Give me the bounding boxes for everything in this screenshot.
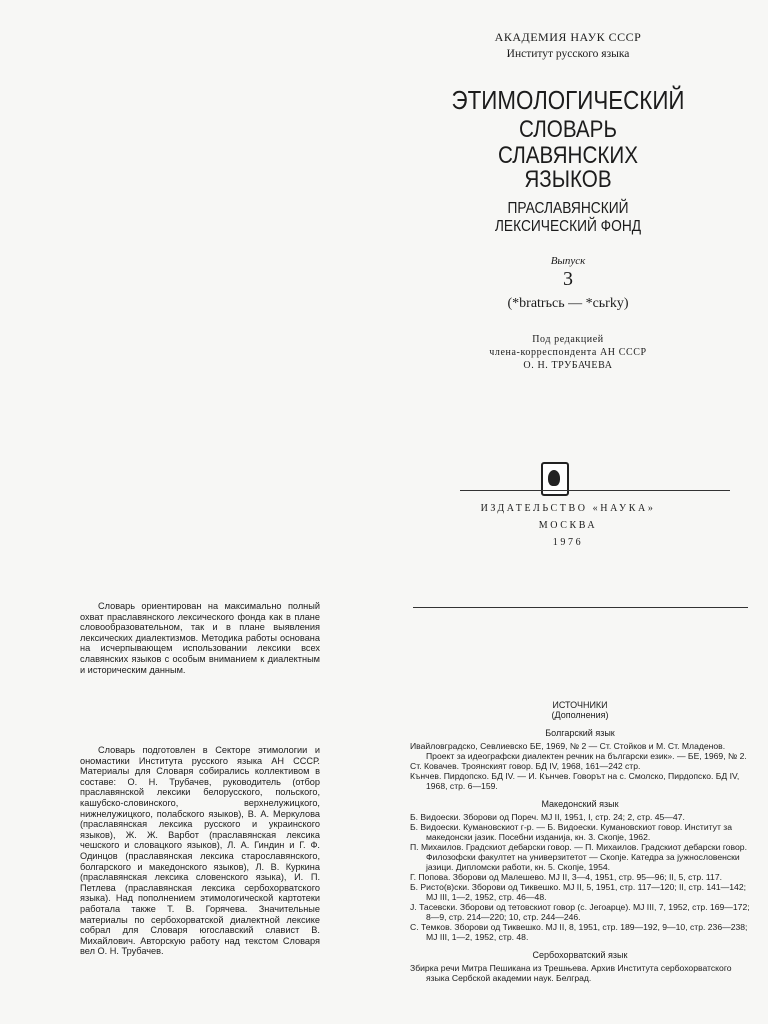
sources-subtitle: (Дополнения) [551,710,609,720]
list-item: Б. Видоески. Кумановскиот г-р. — Б. Видоески. Кумановскиот говор. Институт за македонски јазик. Посебни изданија, кн. 3. Скопје, 1962. [410,822,733,842]
editor-name: О. Н. ТРУБАЧЕВА [523,360,613,371]
sources-title: ИСТОЧНИКИ [552,700,608,710]
issue-label: Выпуск [550,255,586,267]
publisher-name: ИЗДАТЕЛЬСТВО «НАУКА» [480,503,656,514]
title-line-1: ЭТИМОЛОГИЧЕСКИЙ [451,85,685,115]
credits-block [80,745,320,957]
bulgarian-heading: Болгарский язык [545,728,615,738]
list-item: Збирка речи Митра Пешикана из Трешњева. Архив Института сербохорватского языка Сербской академии наук. Белград. [410,963,732,983]
annotation-summary-text: Словарь ориентирован на максимально полный охват праславянского лексического фонда как в плане словообразовательном, так и в плане выявления лексических диалектизмов. Методика работы основана на исчерпывающем использовании лексики всех славянских языков с особым вниманием к диалектным и историческим данным. [80,601,320,675]
title-line-3: СЛАВЯНСКИХ [498,142,638,169]
list-item: П. Михаилов. Градскиот дебарски говор. — П. Михаилов. Градскиот дебарски говор. Филозофски факултет на универзитетот — Скопје. Катедра за јужнословенски јазици. Дипломски работи, кн. 5. Скопје, 1954. [410,842,747,872]
publisher-year: 1976 [552,537,584,548]
list-item: Г. Попова. Зборови од Малешево. МЈ II, 3—4, 1951, стр. 95—96; II, 5, стр. 117. [410,872,722,882]
divider-top [460,490,730,491]
list-item: Б. Видоески. Зборови од Пореч. МЈ II, 1951, I, стр. 24; 2, стр. 45—47. [410,812,685,822]
title-line-2: СЛОВАРЬ [519,116,617,143]
list-item: Б. Ристо(в)ски. Зборови од Тиквешко. МЈ II, 5, 1951, стр. 117—120; II, стр. 141—142; МЈ III, 1—2, 1952, стр. 46—48. [410,882,746,902]
list-item: Ст. Ковачев. Троянският говор. БД IV, 1968, 161—242 стр. [410,761,641,771]
editor-line-2: члена-корреспондента АН СССР [489,347,647,358]
editor-line-1: Под редакцией [532,334,604,345]
title-line-4: ЯЗЫКОВ [524,166,612,193]
list-item: Кънчев. Пирдопско. БД IV. — И. Кънчев. Говорът на с. Смолско, Пирдопско. БД IV, 1968, стр. 6—159. [410,771,740,791]
subtitle-line-1: ПРАСЛАВЯНСКИЙ [507,200,629,217]
serbocroatian-heading: Сербохорватский язык [532,950,628,960]
list-item: С. Темков. Зборови од Тиквешко. МЈ II, 8, 1951, стр. 189—192, 9—10, стр. 236—238; МЈ III, 1—2, 1952, стр. 48. [410,922,748,942]
issue-number: 3 [563,268,573,290]
annotation-summary [80,601,320,675]
subtitle-line-2: ЛЕКСИЧЕСКИЙ ФОНД [494,218,642,235]
macedonian-heading: Македонский язык [541,799,619,809]
sources-section [410,700,750,983]
credits-text: Словарь подготовлен в Секторе этимологии и ономастики Института русского языка АН СССР. Материалы для Словаря собирались коллективом в составе: О. Н. Трубачев, руководитель (отбор праславянской лексики белорусского, польского, кашубско-словинского, верхнелужицкого, нижнелужицкого, полабского языков), В. А. Меркулова (праславянская лексика русского и украинского языков), Ж. Ж. Варбот (праславянская лексика чешского и словацкого языков), Л. А. Гиндин и Г. Ф. Одинцов (праславянская лексика старославянского, болгарского и македонского языков), Л. В. Куркина (праславянская лексика словенского языка), И. П. Петлева (праславянская лексика сербохорватского языка). Над пополнением этимологической картотеки работала также Т. В. Горячева. Значительные материалы по сербохорватской диалектной лексике собрал для Словаря югославский славист В. Михайлович. Авторскую работу над текстом Словаря вел О. Н. Трубачев. [80,745,320,957]
divider-middle [413,607,748,608]
institute-name: Институт русского языка [506,48,630,60]
list-item: Ивайловградско, Севлиевско БЕ, 1969, № 2 — Ст. Стойков и М. Ст. Младенов. Проект за идеографски диалектен речник на български език». — БЕ, 1969, № 2. [410,741,747,761]
publisher-city: МОСКВА [538,520,598,531]
academy-name: АКАДЕМИЯ НАУК СССР [494,30,642,44]
list-item: Ј. Тасевски. Зборови од тетовскиот говор (с. Јегоарце). МЈ III, 7, 1952, стр. 169—172; 8—9, стр. 214—220; 10, стр. 244—246. [410,902,750,922]
issue-range: (*bratrьсь — *сьrky) [507,296,629,311]
